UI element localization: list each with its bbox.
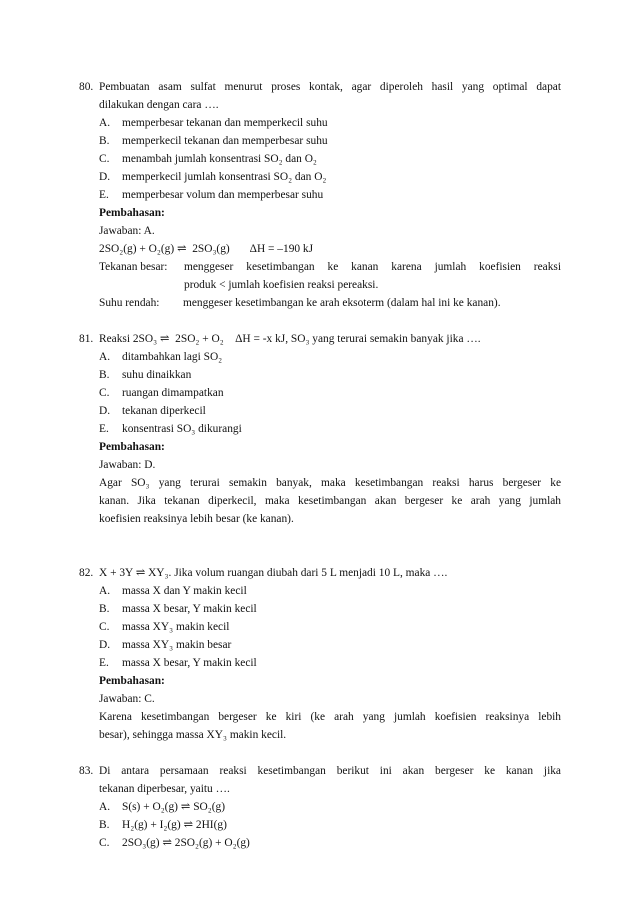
q83-option-b-text: H₂(g) + I₂(g) ⇌ 2HI(g) — [122, 819, 227, 831]
q80-tekanan-label: Tekanan besar: — [99, 261, 168, 273]
question-number-81: 81. — [79, 333, 94, 345]
q83-stem-line2: tekanan diperbesar, yaitu …. — [99, 783, 230, 795]
q80-option-e-text: memperbesar volum dan memperbesar suhu — [122, 189, 324, 201]
q82-explanation-line1: Karena kesetimbangan bergeser ke kiri (ke arah yang jumlah koefisien reaksinya lebih — [99, 711, 561, 723]
q82-explanation-line2: besar), sehingga massa XY₃ makin kecil. — [99, 729, 287, 741]
q82-option-c-text: massa XY₃ makin kecil — [122, 621, 230, 633]
q80-suhu-text: menggeser kesetimbangan ke arah eksoterm (dalam hal ini ke kanan). — [183, 297, 501, 309]
q81-explanation-line3: koefisien reaksinya lebih besar (ke kanan). — [99, 513, 294, 525]
q82-pembahasan-label: Pembahasan: — [99, 675, 165, 687]
q83-stem-line1: Di antara persamaan reaksi kesetimbangan berikut ini akan bergeser ke kanan jika — [99, 765, 561, 777]
q80-option-d-text: memperkecil jumlah konsentrasi SO₂ dan O₂ — [122, 171, 327, 183]
q81-option-a-text: ditambahkan lagi SO₂ — [122, 351, 223, 363]
q83-option-c-letter: C. — [99, 837, 110, 849]
question-number-82: 82. — [79, 567, 94, 579]
q81-explanation-line2: kanan. Jika tekanan diperkecil, maka kesetimbangan akan bergeser ke arah yang jumlah — [99, 495, 561, 507]
question-number-80: 80. — [79, 81, 94, 93]
q81-pembahasan-label: Pembahasan: — [99, 441, 165, 453]
q82-option-d-letter: D. — [99, 639, 111, 651]
q81-option-c-text: ruangan dimampatkan — [122, 387, 224, 399]
q83-option-a-letter: A. — [99, 801, 111, 813]
q80-equation: 2SO₂(g) + O₂(g) ⇌ 2SO₃(g) ΔH = –190 kJ — [99, 243, 314, 255]
q80-option-a-text: memperbesar tekanan dan memperkecil suhu — [122, 117, 328, 129]
q81-stem: Reaksi 2SO₃ ⇌ 2SO₂ + O₂ ΔH = -x kJ, SO₃ yang terurai semakin banyak jika …. — [99, 333, 481, 345]
q82-option-a-text: massa X dan Y makin kecil — [122, 585, 247, 597]
q82-option-d-text: massa XY₃ makin besar — [122, 639, 232, 651]
q81-option-d-text: tekanan diperkecil — [122, 405, 206, 417]
q82-option-b-letter: B. — [99, 603, 110, 615]
q82-option-a-letter: A. — [99, 585, 111, 597]
q82-stem: X + 3Y ⇌ XY₃. Jika volum ruangan diubah dari 5 L menjadi 10 L, maka …. — [99, 567, 448, 579]
q80-suhu-label: Suhu rendah: — [99, 297, 160, 309]
q80-answer: Jawaban: A. — [99, 225, 155, 237]
q80-option-c-text: menambah jumlah konsentrasi SO₂ dan O₂ — [122, 153, 317, 165]
q81-option-e-letter: E. — [99, 423, 109, 435]
q81-option-b-letter: B. — [99, 369, 110, 381]
q80-pembahasan-label: Pembahasan: — [99, 207, 165, 219]
q80-tekanan-line1: menggeser kesetimbangan ke kanan karena jumlah koefisien reaksi — [184, 261, 561, 273]
q80-tekanan-line2: produk < jumlah koefisien reaksi pereaksi. — [184, 279, 379, 291]
q81-explanation-line1: Agar SO₃ yang terurai semakin banyak, maka kesetimbangan reaksi harus bergeser ke — [99, 477, 561, 489]
q81-option-a-letter: A. — [99, 351, 111, 363]
q81-option-e-text: konsentrasi SO₃ dikurangi — [122, 423, 242, 435]
q81-option-c-letter: C. — [99, 387, 110, 399]
q81-option-b-text: suhu dinaikkan — [122, 369, 192, 381]
q83-option-b-letter: B. — [99, 819, 110, 831]
q80-option-e-letter: E. — [99, 189, 109, 201]
q82-answer: Jawaban: C. — [99, 693, 155, 705]
q80-option-b-text: memperkecil tekanan dan memperbesar suhu — [122, 135, 328, 147]
q80-stem-line2: dilakukan dengan cara …. — [99, 99, 219, 111]
q82-option-e-letter: E. — [99, 657, 109, 669]
q81-option-d-letter: D. — [99, 405, 111, 417]
q83-option-c-text: 2SO₃(g) ⇌ 2SO₂(g) + O₂(g) — [122, 837, 250, 849]
q82-option-b-text: massa X besar, Y makin kecil — [122, 603, 257, 615]
q80-option-d-letter: D. — [99, 171, 111, 183]
q82-option-c-letter: C. — [99, 621, 110, 633]
q80-option-a-letter: A. — [99, 117, 111, 129]
q81-answer: Jawaban: D. — [99, 459, 156, 471]
question-number-83: 83. — [79, 765, 94, 777]
q80-option-c-letter: C. — [99, 153, 110, 165]
q80-stem-line1: Pembuatan asam sulfat menurut proses kontak, agar diperoleh hasil yang optimal dapat — [99, 81, 561, 93]
q82-option-e-text: massa X besar, Y makin kecil — [122, 657, 257, 669]
q80-option-b-letter: B. — [99, 135, 110, 147]
q83-option-a-text: S(s) + O₂(g) ⇌ SO₂(g) — [122, 801, 226, 813]
